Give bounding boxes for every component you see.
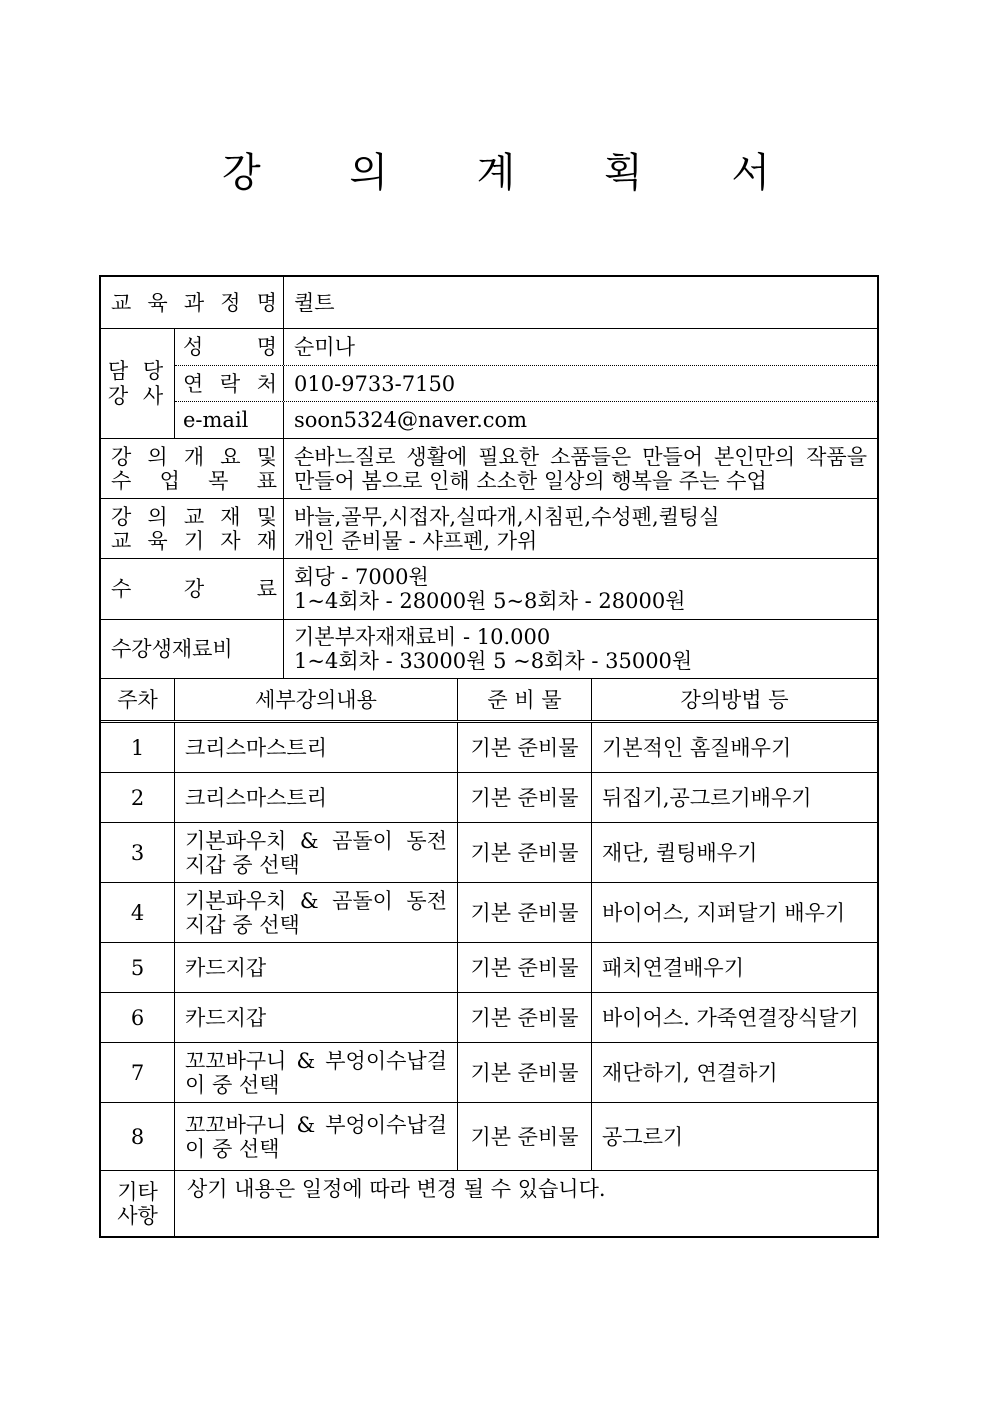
- lecture-plan-table: [99, 275, 879, 1238]
- week-number: 2: [101, 773, 175, 822]
- week-number: 6: [101, 993, 175, 1042]
- lesson-method: 패치연결배우기: [602, 955, 745, 980]
- notes-label: 기타 사항: [101, 1171, 175, 1236]
- lesson-prep: 기본 준비물: [458, 883, 592, 942]
- week-number: 5: [101, 943, 175, 992]
- table-row: [101, 1043, 877, 1103]
- teacher-email-label: e-mail: [175, 402, 284, 438]
- week-number: 1: [101, 723, 175, 772]
- lesson-prep: 기본 준비물: [458, 1103, 592, 1170]
- header-content: 세부강의내용: [175, 679, 458, 720]
- lesson-content: 카드지갑: [175, 993, 458, 1042]
- header-prep: 준 비 물: [458, 679, 592, 720]
- teacher-group-label: 담 당 강 사: [101, 329, 175, 439]
- lesson-prep: 기본 준비물: [458, 723, 592, 772]
- course-row: [101, 277, 877, 329]
- materials-row: [101, 499, 877, 559]
- lesson-prep: 기본 준비물: [458, 943, 592, 992]
- notes-value: 상기 내용은 일정에 따라 변경 될 수 있습니다.: [187, 1177, 606, 1201]
- lesson-method: 공그르기: [602, 1124, 684, 1149]
- table-row: [101, 723, 877, 773]
- teacher-name-label: 성 명: [175, 329, 284, 365]
- lesson-method: 재단, 퀼팅배우기: [602, 840, 758, 865]
- document-title: 강 의 계 획 서: [221, 150, 809, 196]
- course-label: 교 육 과 정 명: [101, 277, 284, 328]
- table-row: [101, 1103, 877, 1171]
- material-fee-label: 수강생재료비: [101, 620, 284, 678]
- table-row: [101, 943, 877, 993]
- lesson-content: 크리스마스트리: [175, 773, 458, 822]
- teacher-email: soon5324@naver.com: [294, 408, 528, 432]
- lesson-content: 기본파우치 & 곰돌이 동전 지갑 중 선택: [175, 823, 458, 882]
- material-fee-row: [101, 620, 877, 679]
- schedule-header-row: [101, 679, 877, 723]
- table-row: [101, 773, 877, 823]
- overview-value: 손바느질로 생활에 필요한 소품들은 만들어 본인만의 작품을 만들어 봄으로 인해 소소한 일상의 행복을 주는 수업: [294, 444, 867, 493]
- teacher-phone-label: 연 락 처: [175, 366, 284, 401]
- teacher-name-row: [175, 329, 877, 366]
- materials-value: 바늘,골무,시접자,실따개,시침핀,수성펜,퀼팅실 개인 준비물 - 샤프펜, 가위: [294, 504, 720, 553]
- header-method: 강의방법 등: [680, 687, 789, 712]
- overview-row: [101, 439, 877, 499]
- header-week: 주차: [101, 679, 175, 720]
- table-row: [101, 823, 877, 883]
- lesson-method: 재단하기, 연결하기: [602, 1060, 778, 1085]
- materials-label: 강 의 교 재 및 교 육 기 자 재: [101, 499, 284, 558]
- teacher-name: 순미나: [294, 335, 355, 359]
- table-row: [101, 883, 877, 943]
- course-value: 퀼트: [294, 290, 335, 315]
- lesson-prep: 기본 준비물: [458, 773, 592, 822]
- week-number: 8: [101, 1103, 175, 1170]
- teacher-email-row: [175, 402, 877, 439]
- week-number: 7: [101, 1043, 175, 1102]
- lesson-method: 뒤집기,공그르기배우기: [602, 785, 812, 810]
- lesson-content: 꼬꼬바구니 & 부엉이수납걸 이 중 선택: [175, 1103, 458, 1170]
- lesson-prep: 기본 준비물: [458, 1043, 592, 1102]
- table-row: [101, 993, 877, 1043]
- lesson-prep: 기본 준비물: [458, 823, 592, 882]
- week-number: 3: [101, 823, 175, 882]
- overview-label: 강 의 개 요 및 수 업 목 표: [101, 439, 284, 498]
- lesson-prep: 기본 준비물: [458, 993, 592, 1042]
- lesson-content: 크리스마스트리: [175, 723, 458, 772]
- fee-row: [101, 559, 877, 620]
- teacher-phone: 010-9733-7150: [294, 371, 456, 396]
- notes-row: [101, 1171, 877, 1236]
- lesson-content: 카드지갑: [175, 943, 458, 992]
- fee-label: 수 강 료: [101, 559, 284, 619]
- fee-value: 회당 - 7000원 1~4회차 - 28000원 5~8회차 - 28000원: [294, 565, 686, 613]
- material-fee-value: 기본부자재재료비 - 10.000 1~4회차 - 33000원 5 ~8회차 - 35000원: [294, 625, 693, 673]
- teacher-phone-row: [175, 366, 877, 402]
- lesson-method: 기본적인 홈질배우기: [602, 735, 792, 760]
- lesson-method: 바이어스, 지퍼달기 배우기: [602, 900, 846, 925]
- lesson-method: 바이어스. 가죽연결장식달기: [602, 1005, 859, 1030]
- lesson-content: 꼬꼬바구니 & 부엉이수납걸 이 중 선택: [175, 1043, 458, 1102]
- week-number: 4: [101, 883, 175, 942]
- lesson-content: 기본파우치 & 곰돌이 동전 지갑 중 선택: [175, 883, 458, 942]
